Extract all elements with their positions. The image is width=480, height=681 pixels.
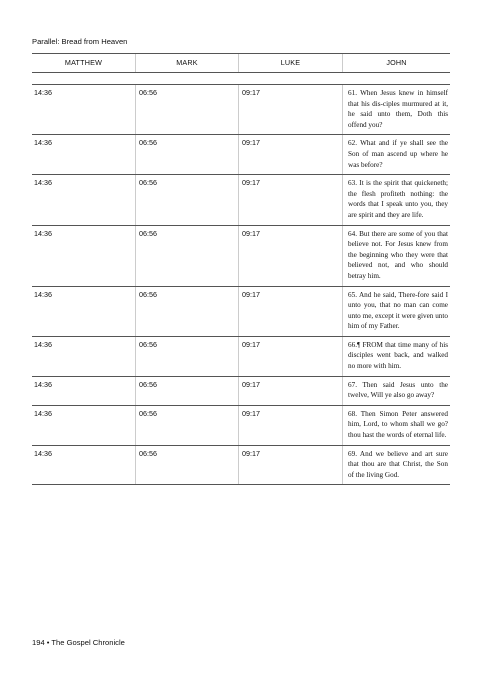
matthew-ref: 14:36 <box>34 138 52 148</box>
mark-ref: 06:56 <box>135 226 238 286</box>
table-header <box>32 53 450 73</box>
matthew-ref: 14:36 <box>34 178 52 188</box>
page-heading: Parallel: Bread from Heaven <box>32 37 128 46</box>
table-row <box>32 337 450 377</box>
page-footer: 194 • The Gospel Chronicle <box>32 638 125 647</box>
table-row <box>32 175 450 225</box>
table-row <box>32 135 450 175</box>
matthew-ref: 14:36 <box>34 408 52 418</box>
matthew-ref: 14:36 <box>34 228 52 238</box>
matthew-ref: 14:36 <box>34 88 52 97</box>
table-row <box>32 377 450 406</box>
luke-ref: 09:17 <box>238 406 342 445</box>
luke-ref: 09:17 <box>238 226 342 286</box>
luke-ref: 09:17 <box>238 446 342 485</box>
column-header-mark: MARK <box>135 54 238 72</box>
column-header-matthew: MATTHEW <box>64 58 103 67</box>
mark-ref: 06:56 <box>135 287 238 336</box>
john-verse: 65. And he said, There-fore said I unto you, that no man can come unto me, except it were given unto him of my Father. <box>342 287 450 336</box>
john-verse: 68. Then Simon Peter answered him, Lord, to whom shall we go? thou hast the words of eternal life. <box>342 406 450 445</box>
luke-ref: 09:17 <box>238 377 342 405</box>
mark-ref: 06:56 <box>135 175 238 224</box>
john-verse: 63. It is the spirit that quickeneth; the flesh profiteth nothing: the words that I speak unto you, they are spirit and they are life. <box>342 175 450 224</box>
john-verse: 62. What and if ye shall see the Son of man ascend up where he was before? <box>342 135 450 174</box>
mark-ref: 06:56 <box>135 85 238 134</box>
john-verse: 67. Then said Jesus unto the twelve, Will ye also go away? <box>342 377 450 405</box>
matthew-ref: 14:36 <box>34 448 52 458</box>
matthew-ref: 14:36 <box>34 379 52 389</box>
luke-ref: 09:17 <box>238 85 342 134</box>
mark-ref: 06:56 <box>135 377 238 405</box>
john-verse: 64. But there are some of you that believe not. For Jesus knew from the beginning who they were that believed not, and who should betray him. <box>342 226 450 286</box>
header-spacer <box>32 73 450 85</box>
john-verse: 61. When Jesus knew in himself that his dis-ciples murmured at it, he said unto them, Doth this offend you? <box>342 85 450 134</box>
table-row <box>32 406 450 446</box>
matthew-ref: 14:36 <box>34 289 52 299</box>
john-verse: 66.¶ FROM that time many of his disciples went back, and walked no more with him. <box>342 337 450 376</box>
column-header-john: JOHN <box>342 54 450 72</box>
mark-ref: 06:56 <box>135 337 238 376</box>
luke-ref: 09:17 <box>238 287 342 336</box>
luke-ref: 09:17 <box>238 175 342 224</box>
matthew-ref: 14:36 <box>34 339 52 349</box>
luke-ref: 09:17 <box>238 135 342 174</box>
luke-ref: 09:17 <box>238 337 342 376</box>
table-row <box>32 446 450 486</box>
parallel-table <box>32 53 450 485</box>
mark-ref: 06:56 <box>135 135 238 174</box>
table-row <box>32 287 450 337</box>
column-header-luke: LUKE <box>238 54 342 72</box>
table-row <box>32 226 450 287</box>
mark-ref: 06:56 <box>135 446 238 485</box>
table-row <box>32 85 450 135</box>
john-verse: 69. And we believe and art sure that thou are that Christ, the Son of the living God. <box>342 446 450 485</box>
table-body <box>32 85 450 485</box>
mark-ref: 06:56 <box>135 406 238 445</box>
